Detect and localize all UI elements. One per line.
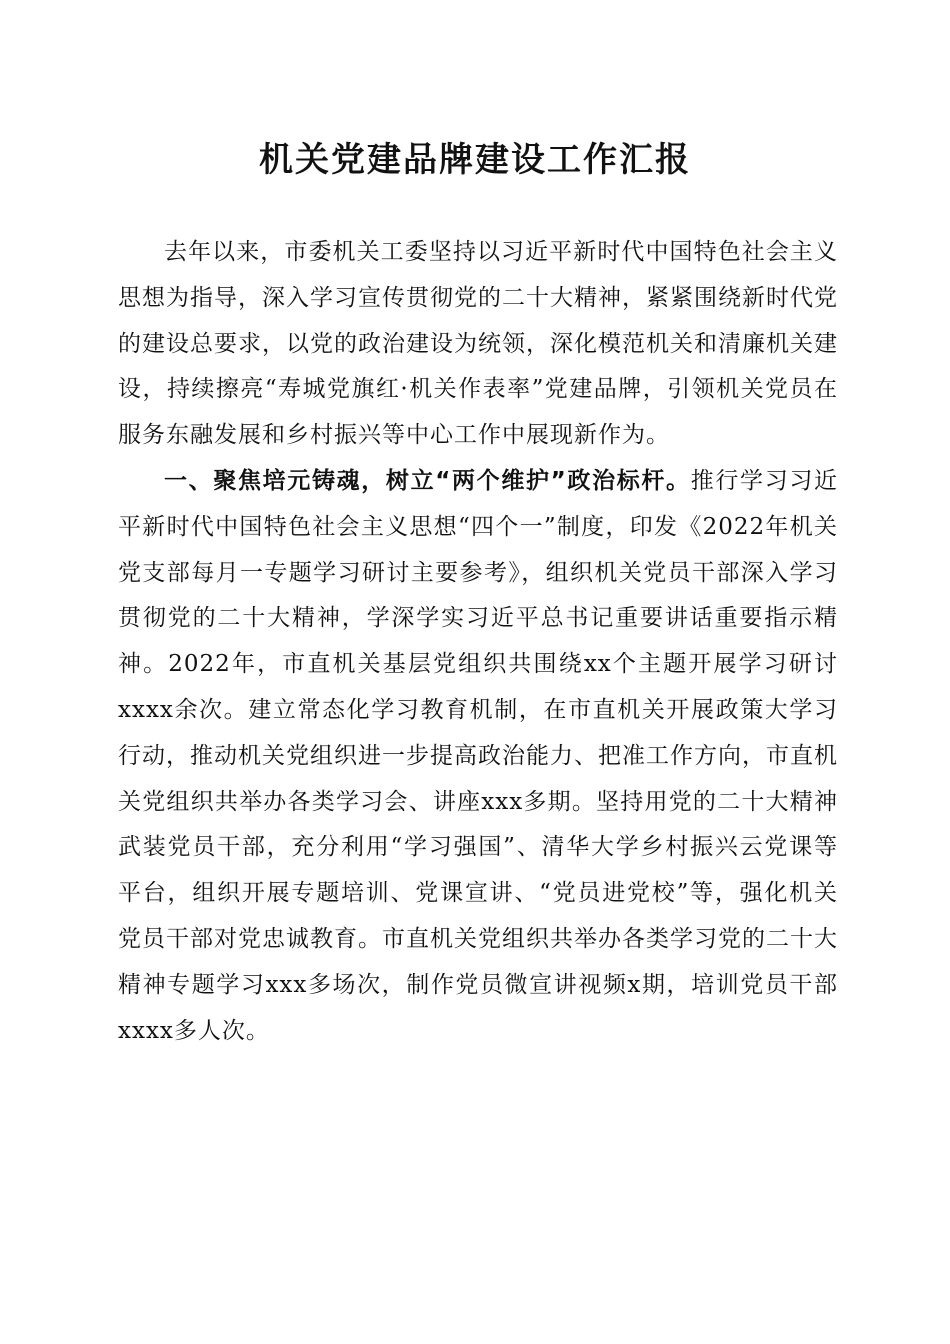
document-title: 机关党建品牌建设工作汇报 bbox=[259, 140, 691, 180]
document-body bbox=[118, 230, 838, 1054]
paragraph-intro bbox=[118, 230, 838, 459]
section-1-text: 推行学习习近平新时代中国特色社会主义思想“四个一”制度，印发《2022年机关党支部每月一专题学习研讨主要参考》，组织机关党员干部深入学习贯彻党的二十大精神，学深学实习近平总书记重要讲话重要指示精神。2022年，市直机关基层党组织共围绕xx个主题开展学习研讨xxxx余次。建立常态化学习教育机制，在市直机关开展政策大学习行动，推动机关党组织进一步提高政治能力、把准工作方向，市直机关党组织共举办各类学习会、讲座xxx多期。坚持用党的二十大精神武装党员干部，充分利用“学习强国”、清华大学乡村振兴云党课等平台，组织开展专题培训、党课宣讲、“党员进党校”等，强化机关党员干部对党忠诚教育。市直机关党组织共举办各类学习党的二十大精神专题学习xxx多场次，制作党员微宣讲视频x期，培训党员干部xxxx多人次。 bbox=[118, 467, 839, 1044]
paragraph-section-1 bbox=[118, 459, 838, 1054]
section-1-heading: 一、聚焦培元铸魂，树立“两个维护”政治标杆。 bbox=[164, 467, 691, 494]
paragraph-intro-text: 去年以来，市委机关工委坚持以习近平新时代中国特色社会主义思想为指导，深入学习宣传贯彻党的二十大精神，紧紧围绕新时代党的建设总要求，以党的政治建设为统领，深化模范机关和清廉机关建设，持续擦亮“寿城党旗红·机关作表率”党建品牌，引领机关党员在服务东融发展和乡村振兴等中心工作中展现新作为。 bbox=[118, 239, 838, 449]
